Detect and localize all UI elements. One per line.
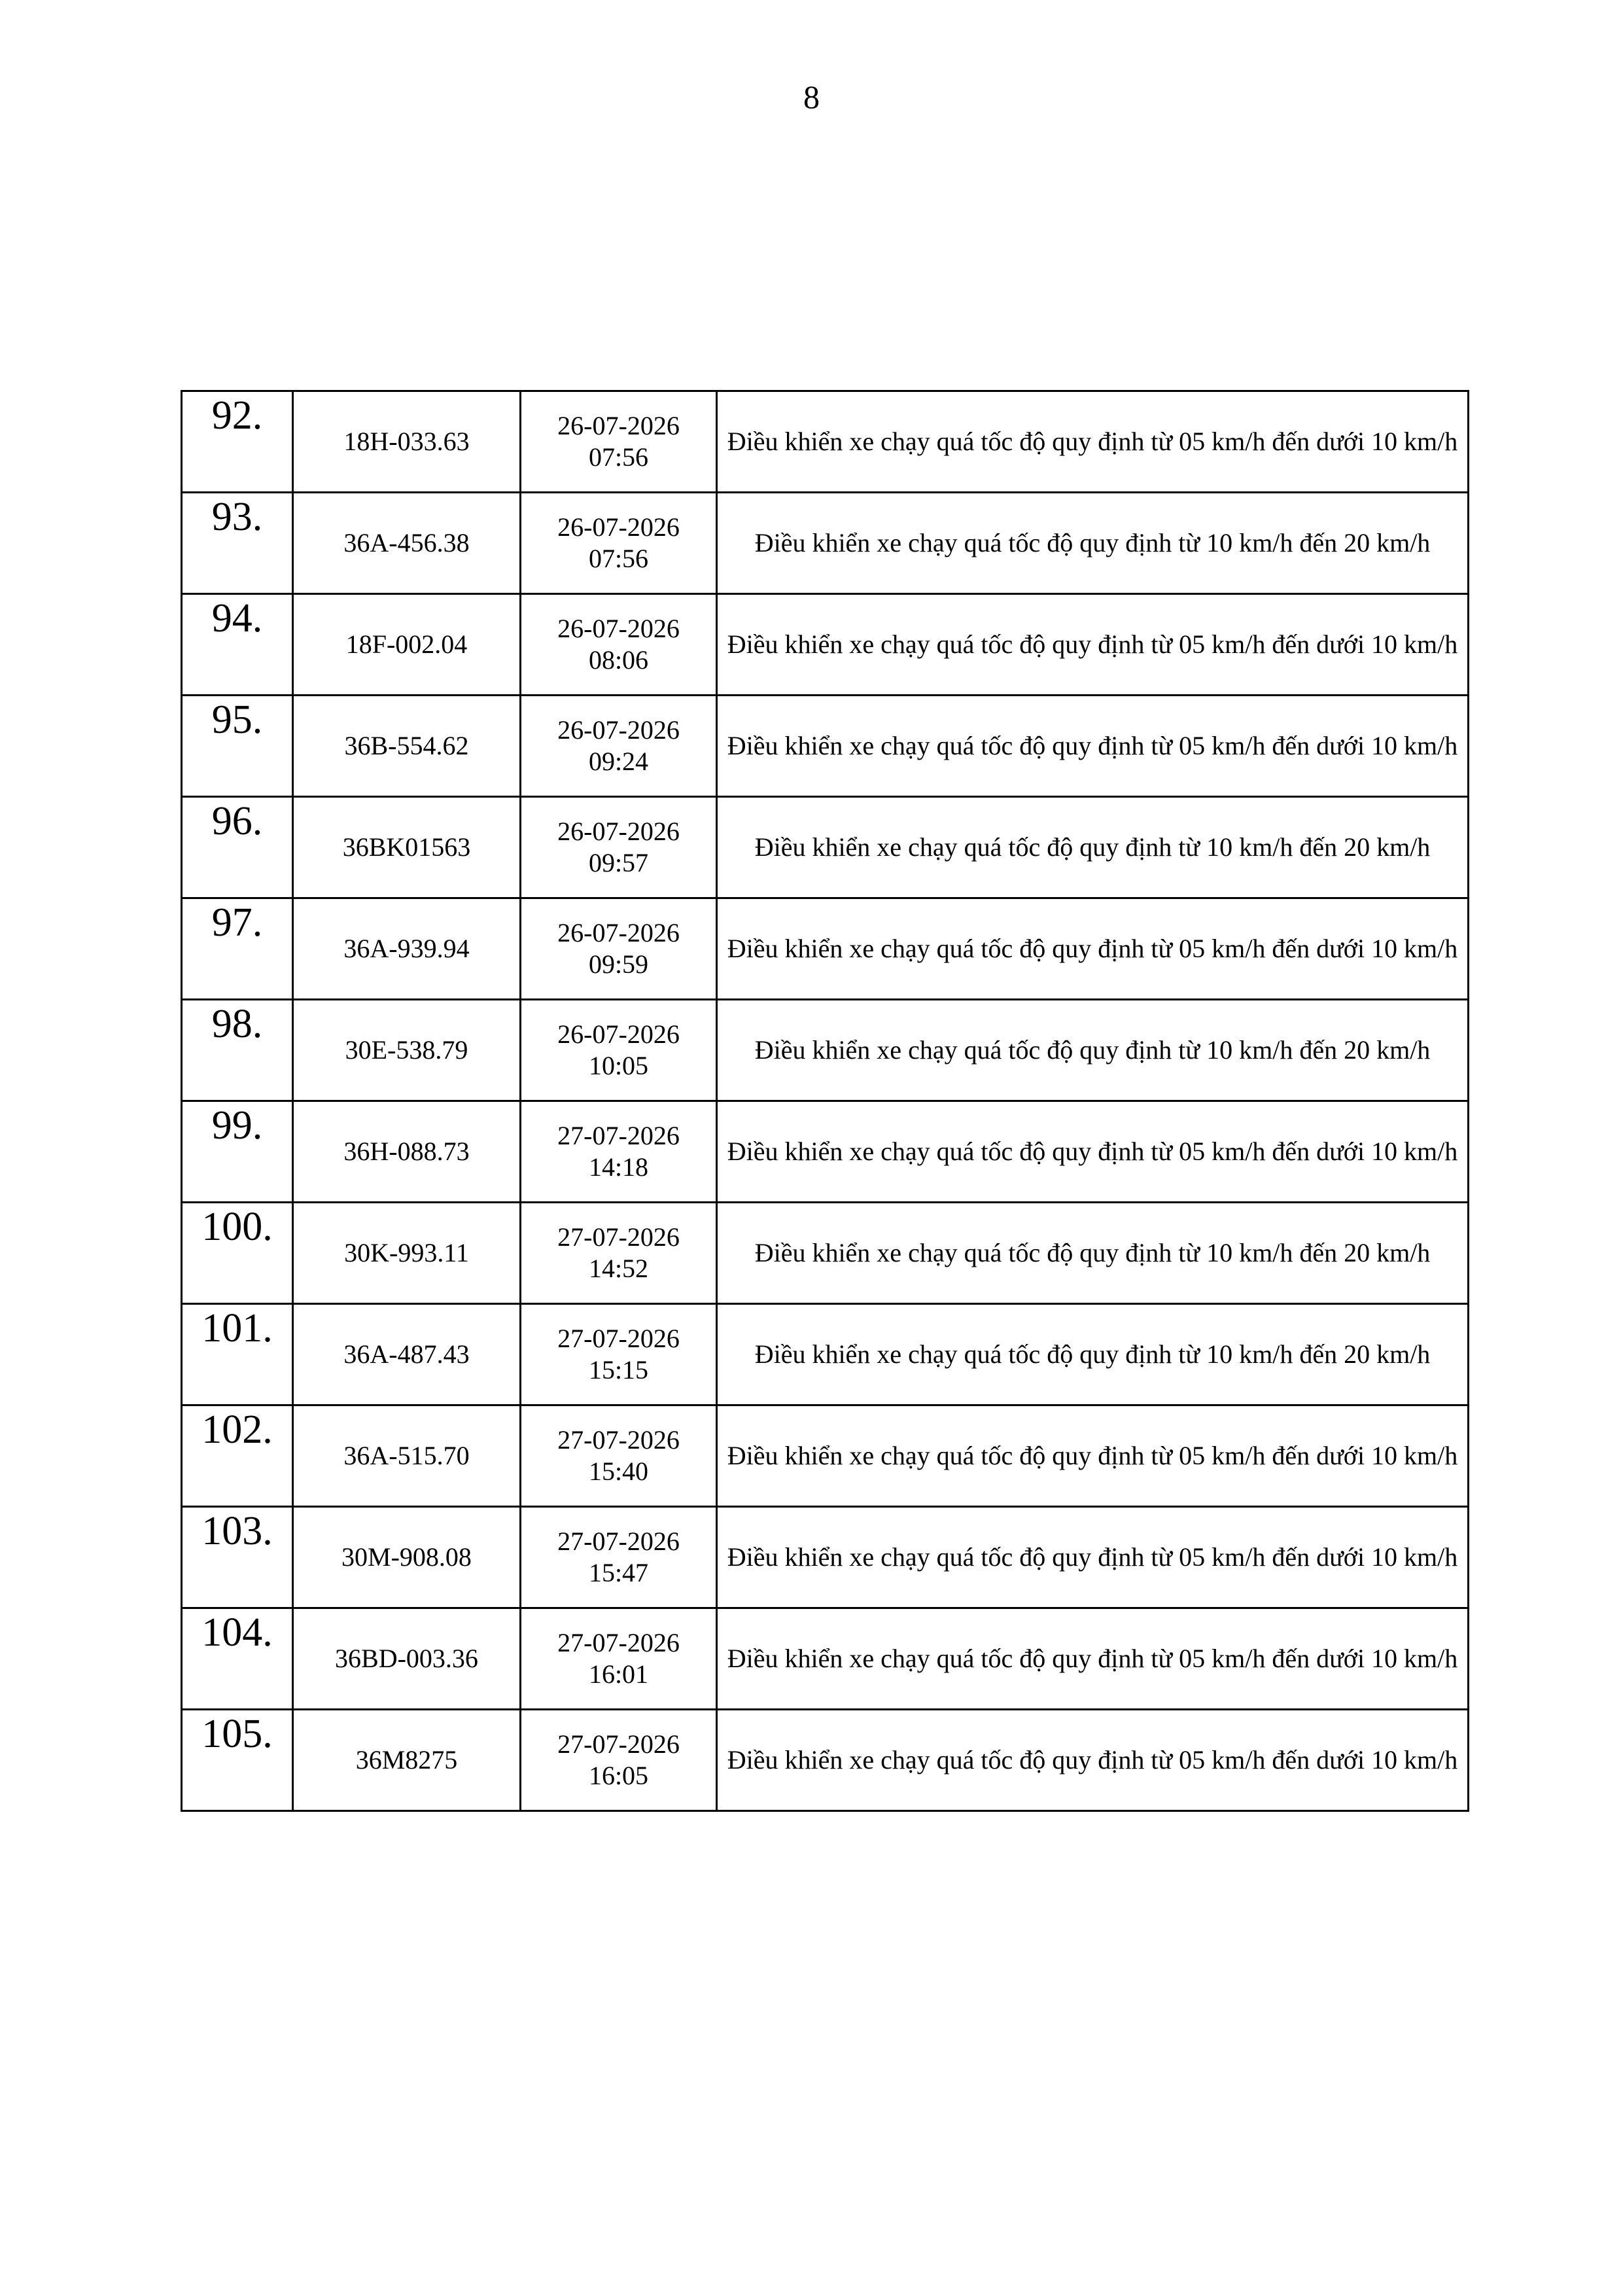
violation-description: Điều khiển xe chạy quá tốc độ quy định từ 05 km/h đến dưới 10 km/h (717, 898, 1469, 1000)
license-plate: 36A-456.38 (293, 493, 521, 594)
license-plate: 36M8275 (293, 1710, 521, 1811)
row-index: 104. (182, 1608, 293, 1710)
violation-description: Điều khiển xe chạy quá tốc độ quy định từ 10 km/h đến 20 km/h (717, 493, 1469, 594)
row-index: 93. (182, 493, 293, 594)
row-index: 96. (182, 797, 293, 898)
violation-description: Điều khiển xe chạy quá tốc độ quy định từ 10 km/h đến 20 km/h (717, 1000, 1469, 1101)
violations-table (181, 390, 1469, 1812)
violation-time: 10:05 (588, 1051, 649, 1080)
violation-datetime (521, 1101, 717, 1203)
license-plate: 36A-487.43 (293, 1304, 521, 1405)
violation-date: 26-07-2026 (557, 817, 680, 846)
violation-date: 27-07-2026 (557, 1222, 680, 1252)
violation-date: 26-07-2026 (557, 411, 680, 440)
violation-description: Điều khiển xe chạy quá tốc độ quy định từ 05 km/h đến dưới 10 km/h (717, 391, 1469, 493)
table-row (182, 1000, 1469, 1101)
row-index: 99. (182, 1101, 293, 1203)
violation-datetime (521, 1608, 717, 1710)
table-row (182, 696, 1469, 797)
table-row (182, 391, 1469, 493)
row-index: 98. (182, 1000, 293, 1101)
violation-datetime (521, 898, 717, 1000)
license-plate: 36BD-003.36 (293, 1608, 521, 1710)
license-plate: 30M-908.08 (293, 1507, 521, 1608)
violation-datetime (521, 797, 717, 898)
violation-datetime (521, 696, 717, 797)
row-index: 94. (182, 594, 293, 696)
license-plate: 36BK01563 (293, 797, 521, 898)
violation-date: 27-07-2026 (557, 1527, 680, 1556)
row-index: 97. (182, 898, 293, 1000)
violation-date: 26-07-2026 (557, 512, 680, 542)
row-index: 103. (182, 1507, 293, 1608)
violation-datetime (521, 1304, 717, 1405)
table-row (182, 594, 1469, 696)
violation-description: Điều khiển xe chạy quá tốc độ quy định từ 10 km/h đến 20 km/h (717, 1304, 1469, 1405)
violation-date: 27-07-2026 (557, 1729, 680, 1759)
violation-datetime (521, 1203, 717, 1304)
violation-time: 14:52 (588, 1254, 649, 1283)
violation-time: 15:40 (588, 1457, 649, 1486)
table-row (182, 1203, 1469, 1304)
license-plate: 18H-033.63 (293, 391, 521, 493)
page-number: 8 (803, 79, 820, 115)
table-row (182, 1507, 1469, 1608)
license-plate: 30E-538.79 (293, 1000, 521, 1101)
table-row (182, 1101, 1469, 1203)
violation-date: 27-07-2026 (557, 1324, 680, 1353)
license-plate: 36A-939.94 (293, 898, 521, 1000)
row-index: 92. (182, 391, 293, 493)
license-plate: 30K-993.11 (293, 1203, 521, 1304)
violation-time: 08:06 (588, 645, 649, 675)
violation-description: Điều khiển xe chạy quá tốc độ quy định từ 05 km/h đến dưới 10 km/h (717, 594, 1469, 696)
violation-datetime (521, 391, 717, 493)
violation-datetime (521, 1000, 717, 1101)
violation-datetime (521, 1507, 717, 1608)
license-plate: 36B-554.62 (293, 696, 521, 797)
violation-description: Điều khiển xe chạy quá tốc độ quy định từ 05 km/h đến dưới 10 km/h (717, 1710, 1469, 1811)
violation-time: 07:56 (588, 544, 649, 573)
row-index: 102. (182, 1405, 293, 1507)
violation-description: Điều khiển xe chạy quá tốc độ quy định từ 05 km/h đến dưới 10 km/h (717, 1405, 1469, 1507)
violation-date: 27-07-2026 (557, 1121, 680, 1150)
table-row (182, 493, 1469, 594)
violation-date: 26-07-2026 (557, 1019, 680, 1049)
license-plate: 36A-515.70 (293, 1405, 521, 1507)
violation-time: 15:47 (588, 1558, 649, 1587)
violation-time: 14:18 (588, 1152, 649, 1182)
violation-time: 09:24 (588, 747, 649, 776)
violation-date: 27-07-2026 (557, 1628, 680, 1657)
violation-description: Điều khiển xe chạy quá tốc độ quy định từ 05 km/h đến dưới 10 km/h (717, 1608, 1469, 1710)
violation-datetime (521, 493, 717, 594)
row-index: 105. (182, 1710, 293, 1811)
row-index: 100. (182, 1203, 293, 1304)
violation-description: Điều khiển xe chạy quá tốc độ quy định từ 05 km/h đến dưới 10 km/h (717, 696, 1469, 797)
table-row (182, 1710, 1469, 1811)
table-row (182, 1405, 1469, 1507)
table-row (182, 1304, 1469, 1405)
violation-description: Điều khiển xe chạy quá tốc độ quy định từ 05 km/h đến dưới 10 km/h (717, 1101, 1469, 1203)
table-row (182, 797, 1469, 898)
table-row (182, 1608, 1469, 1710)
license-plate: 18F-002.04 (293, 594, 521, 696)
violation-description: Điều khiển xe chạy quá tốc độ quy định từ 05 km/h đến dưới 10 km/h (717, 1507, 1469, 1608)
violation-time: 07:56 (588, 442, 649, 472)
violation-time: 16:05 (588, 1761, 649, 1790)
violation-time: 09:59 (588, 949, 649, 979)
table-body (182, 391, 1469, 1811)
license-plate: 36H-088.73 (293, 1101, 521, 1203)
violation-date: 26-07-2026 (557, 614, 680, 643)
violation-datetime (521, 1710, 717, 1811)
violation-description: Điều khiển xe chạy quá tốc độ quy định từ 10 km/h đến 20 km/h (717, 797, 1469, 898)
row-index: 95. (182, 696, 293, 797)
violation-time: 15:15 (588, 1355, 649, 1385)
violation-date: 26-07-2026 (557, 715, 680, 745)
violation-time: 16:01 (588, 1659, 649, 1689)
table-row (182, 898, 1469, 1000)
violation-date: 27-07-2026 (557, 1425, 680, 1455)
violation-datetime (521, 1405, 717, 1507)
row-index: 101. (182, 1304, 293, 1405)
violation-time: 09:57 (588, 848, 649, 877)
violation-date: 26-07-2026 (557, 918, 680, 947)
violation-description: Điều khiển xe chạy quá tốc độ quy định từ 10 km/h đến 20 km/h (717, 1203, 1469, 1304)
violation-datetime (521, 594, 717, 696)
